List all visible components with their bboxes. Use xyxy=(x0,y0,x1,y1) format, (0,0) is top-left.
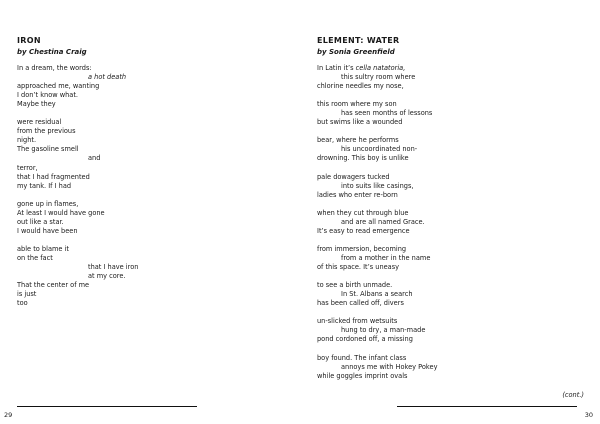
poem-line xyxy=(17,245,287,254)
poem-text: chlorine needles my nose, xyxy=(317,82,404,91)
poem-text: is just xyxy=(17,290,37,299)
poem-text: has seen months of lessons xyxy=(341,109,433,118)
poem-text: into suits like casings, xyxy=(341,181,414,190)
stanza xyxy=(317,209,587,236)
stanza xyxy=(317,173,587,200)
poem-text: The gasoline smell xyxy=(17,145,79,154)
poem-text: but swims like a wounded xyxy=(317,118,403,127)
stanza xyxy=(317,354,587,381)
poem-line xyxy=(17,173,287,182)
poem-line xyxy=(317,326,587,335)
poem-line xyxy=(17,209,287,218)
poem-line xyxy=(17,73,287,82)
poem-line xyxy=(317,73,587,82)
continued-label: (cont.) xyxy=(562,391,584,399)
poem-line xyxy=(17,272,287,281)
poem-text: his uncoordinated non- xyxy=(341,145,418,154)
poem-line xyxy=(317,82,587,91)
poem-line xyxy=(317,182,587,191)
page-number: 30 xyxy=(584,411,593,419)
poem-line xyxy=(317,354,587,363)
poem-text: from a mother in the name xyxy=(341,253,431,262)
poem-text: ladies who enter re-born xyxy=(317,190,398,199)
poem-line xyxy=(317,227,587,236)
stanza xyxy=(317,100,587,127)
right-page xyxy=(300,0,600,424)
poem-text: has been called off, divers xyxy=(317,299,404,308)
poem-text: while goggles imprint ovals xyxy=(317,371,408,380)
poem-line xyxy=(17,82,287,91)
poem-line xyxy=(17,290,287,299)
poem-title: ELEMENT: WATER xyxy=(317,36,400,45)
poem-text: un-slicked from wetsuits xyxy=(317,317,398,326)
poem-text: able to blame it xyxy=(17,244,69,253)
poem-text: night. xyxy=(17,136,37,145)
poem-text-italic: a hot death xyxy=(88,73,127,82)
poem-byline: by Chestina Craig xyxy=(17,48,87,56)
poem-text: terror, xyxy=(17,163,38,172)
poem-line xyxy=(317,109,587,118)
poem-text: In Latin it’s xyxy=(317,64,356,72)
poem-line xyxy=(317,363,587,372)
poem-text: approached me, wanting xyxy=(17,82,100,91)
poem-text: from immersion, becoming xyxy=(317,244,407,253)
poem-line xyxy=(317,64,587,73)
poem-byline: by Sonia Greenfield xyxy=(317,48,395,56)
poem-text: on the fact xyxy=(17,253,53,262)
poem-text: hung to dry, a man-made xyxy=(341,326,426,335)
poem-line xyxy=(17,164,287,173)
poem-text: at my core. xyxy=(88,272,126,281)
stanza xyxy=(17,200,287,236)
poem-line xyxy=(317,299,587,308)
poem-text: boy found. The infant class xyxy=(317,353,407,362)
poem-line xyxy=(317,317,587,326)
poem-text: from the previous xyxy=(17,127,76,136)
poem-text: when they cut through blue xyxy=(317,208,409,217)
poem-line xyxy=(17,263,287,272)
poem-line xyxy=(317,335,587,344)
poem-line xyxy=(17,281,287,290)
poem-text: In a dream, the words: xyxy=(17,64,92,72)
poem-text: were residual xyxy=(17,118,62,127)
poem-text: that I had fragmented xyxy=(17,172,90,181)
poem-line xyxy=(317,173,587,182)
poem-text-italic: cella natatoria, xyxy=(355,64,406,72)
poem-text: gone up in flames, xyxy=(17,199,79,208)
poem-text: That the center of me xyxy=(17,281,90,290)
poem-text: of this space. It’s uneasy xyxy=(317,263,400,272)
poem-line xyxy=(17,299,287,308)
poem-text: too xyxy=(17,299,28,308)
poem-text: and xyxy=(88,154,101,163)
poem-line xyxy=(317,281,587,290)
poem-line xyxy=(317,100,587,109)
poem-text: out like a star. xyxy=(17,217,64,226)
footer-rule xyxy=(17,406,197,407)
stanza xyxy=(317,64,587,91)
poem-line xyxy=(17,118,287,127)
poem-line xyxy=(317,118,587,127)
poem-line xyxy=(17,227,287,236)
poem-line xyxy=(317,245,587,254)
poem-text: In St. Albans a search xyxy=(341,290,413,299)
poem-body xyxy=(317,64,587,390)
poem-line xyxy=(317,154,587,163)
poem-line xyxy=(17,145,287,154)
poem-text: I would have been xyxy=(17,226,78,235)
poem-line xyxy=(317,191,587,200)
poem-line xyxy=(317,372,587,381)
poem-text: my tank. If I had xyxy=(17,181,72,190)
poem-text: this room where my son xyxy=(317,100,397,109)
stanza xyxy=(317,281,587,308)
poem-line xyxy=(17,154,287,163)
poem-line xyxy=(317,145,587,154)
poem-body xyxy=(17,64,287,317)
poem-text: Maybe they xyxy=(17,100,56,109)
poem-text: that I have iron xyxy=(88,263,139,272)
poem-line xyxy=(17,200,287,209)
footer-rule xyxy=(397,406,577,407)
poem-line xyxy=(317,136,587,145)
poem-line xyxy=(17,91,287,100)
poem-line xyxy=(17,218,287,227)
page-number: 29 xyxy=(4,411,13,419)
poem-line xyxy=(317,209,587,218)
poem-line xyxy=(17,182,287,191)
poem-line xyxy=(317,263,587,272)
poem-text: this sultry room where xyxy=(341,73,416,82)
poem-line xyxy=(317,218,587,227)
poem-text: to see a birth unmade. xyxy=(317,281,393,290)
poem-text: It’s easy to read emergence xyxy=(317,226,410,235)
stanza xyxy=(317,317,587,344)
poem-line xyxy=(17,127,287,136)
stanza xyxy=(17,64,287,109)
poem-line xyxy=(17,100,287,109)
poem-text: pale dowagers tucked xyxy=(317,172,390,181)
poem-line xyxy=(317,290,587,299)
stanza xyxy=(17,245,287,308)
poem-text: I don’t know what. xyxy=(17,91,79,100)
poem-line xyxy=(17,64,287,73)
poem-title: IRON xyxy=(17,36,41,45)
poem-line xyxy=(17,136,287,145)
poem-text: and are all named Grace. xyxy=(341,217,425,226)
poem-text: annoys me with Hokey Pokey xyxy=(341,362,438,371)
stanza xyxy=(317,136,587,163)
stanza xyxy=(317,245,587,272)
poem-line xyxy=(317,254,587,263)
stanza xyxy=(17,118,287,190)
poem-text: drowning. This boy is unlike xyxy=(317,154,409,163)
poem-line xyxy=(17,254,287,263)
poem-text: pond cordoned off, a missing xyxy=(317,335,413,344)
poem-text: At least I would have gone xyxy=(17,208,105,217)
poem-text: bear, where he performs xyxy=(317,136,399,145)
